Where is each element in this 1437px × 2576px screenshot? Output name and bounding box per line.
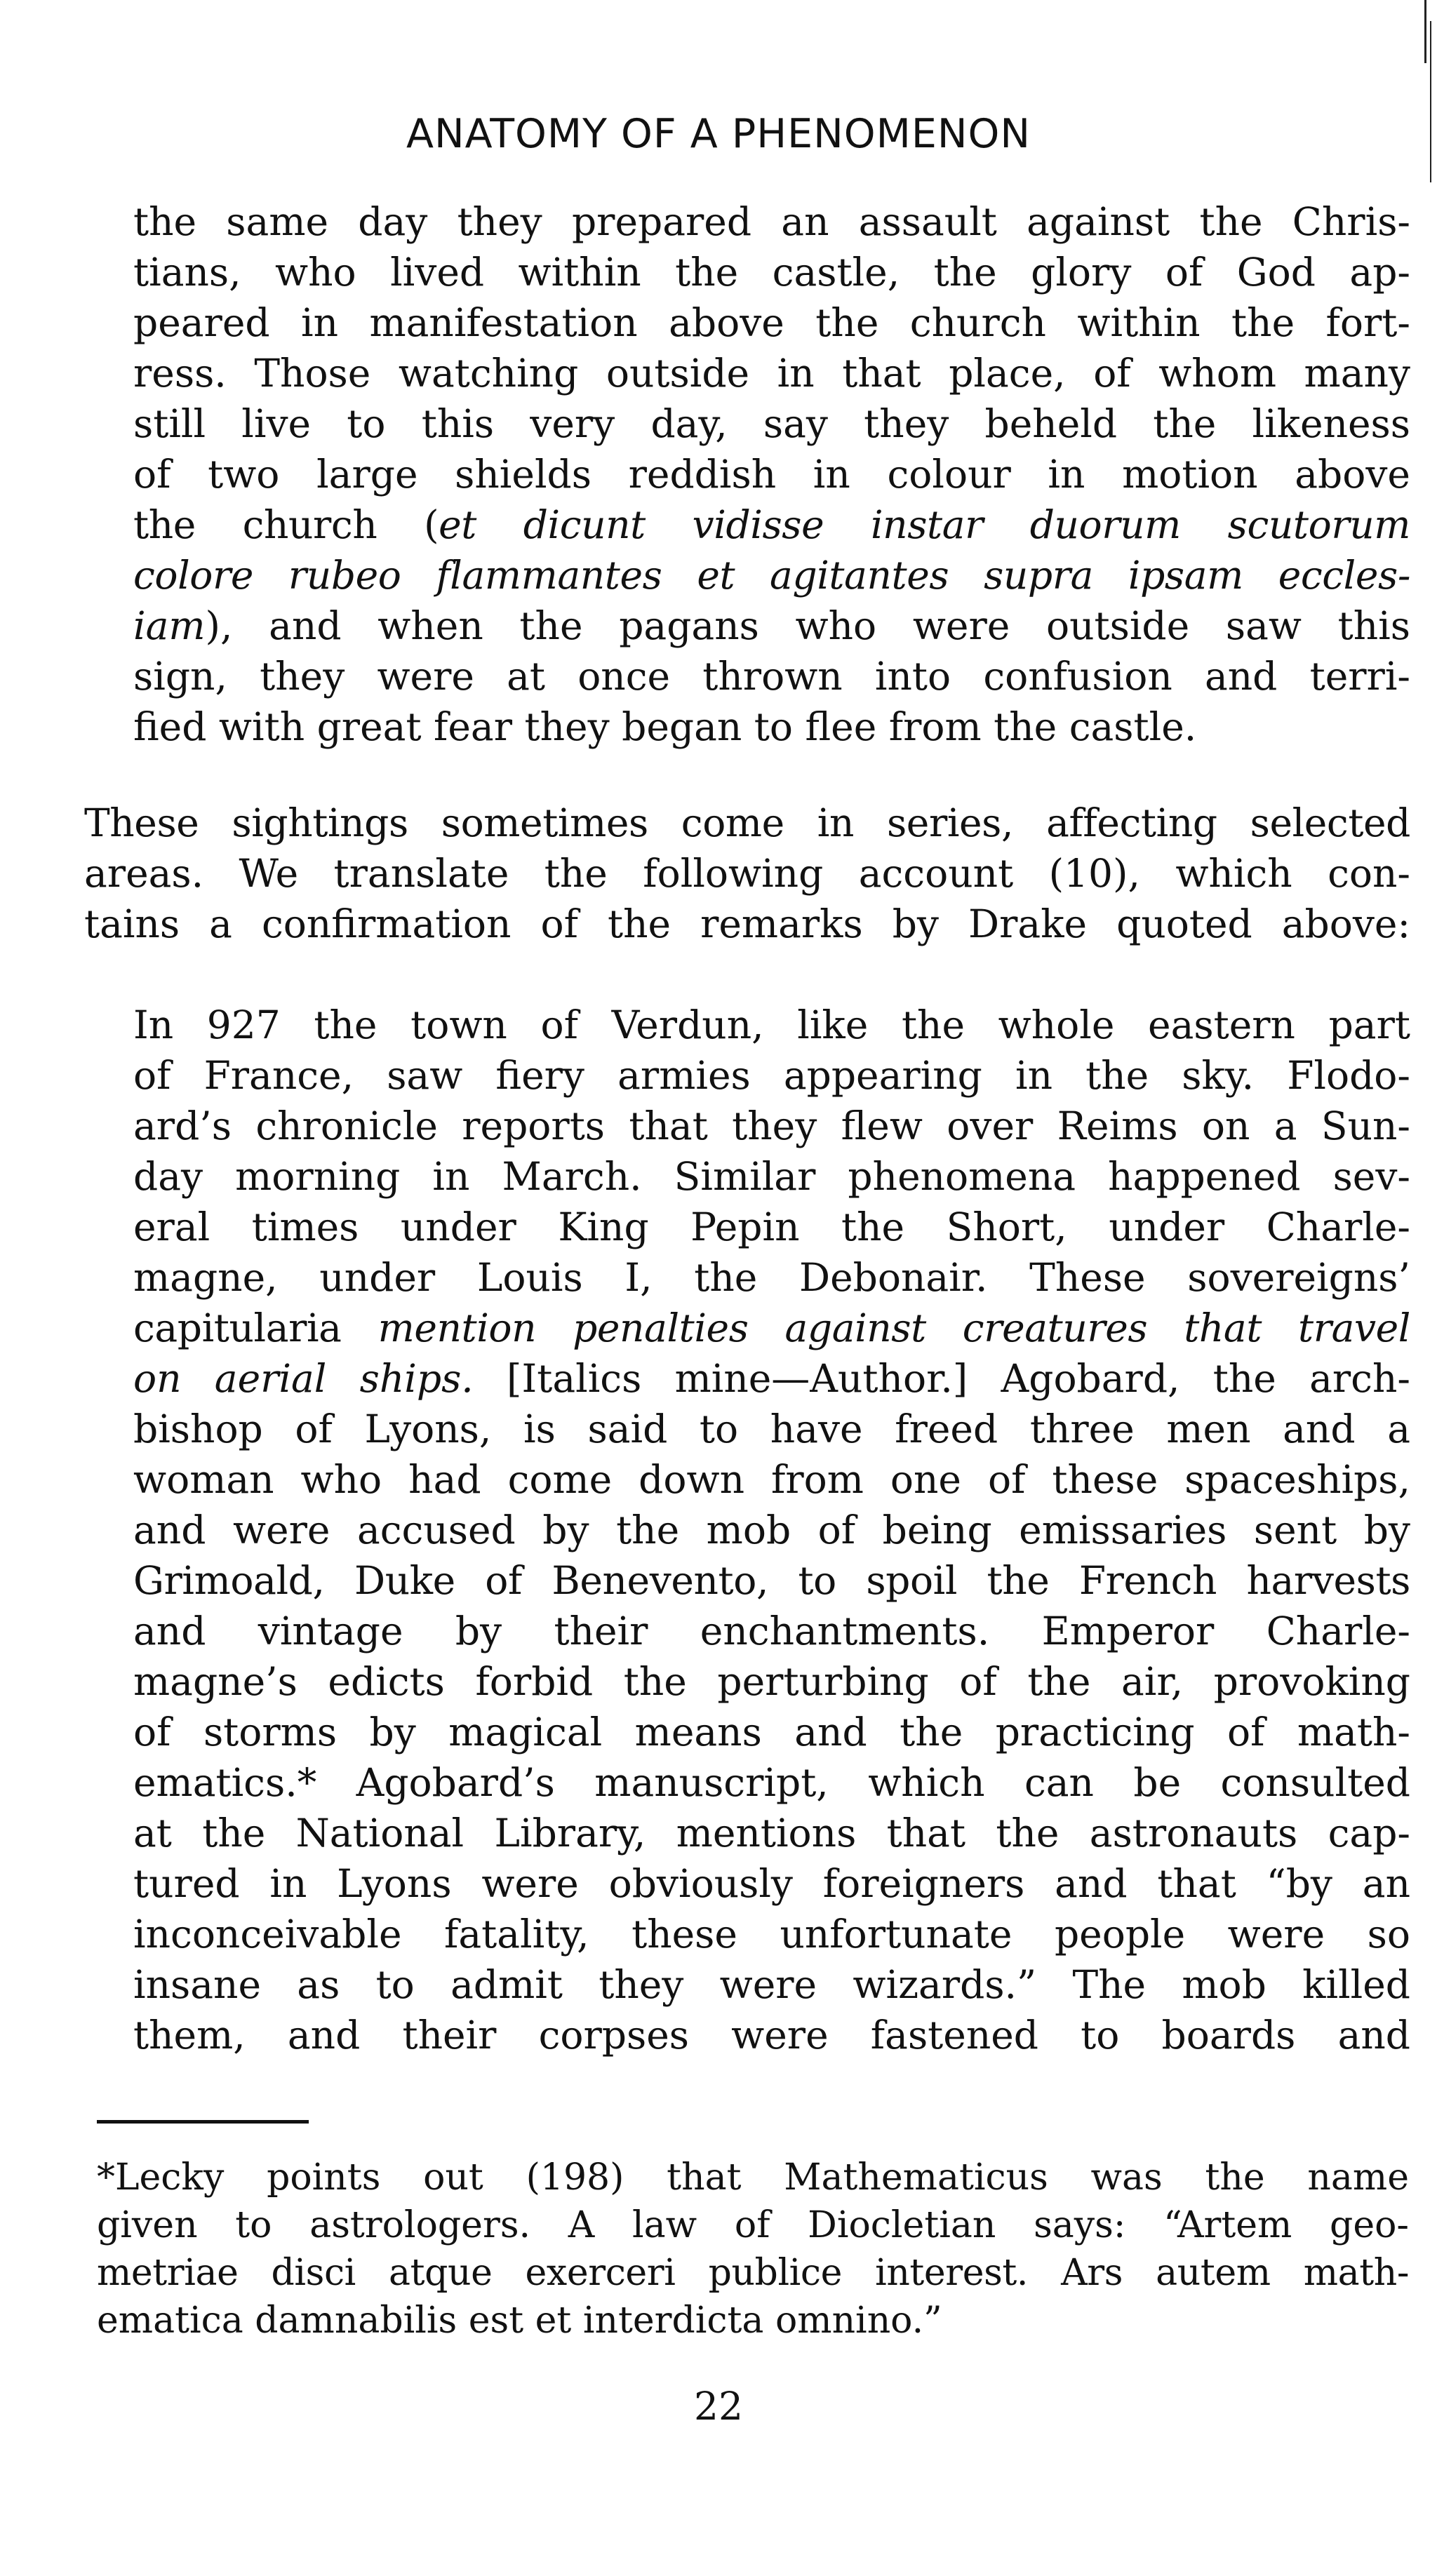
italic-run: mention penalties against creatures that travel [377, 1306, 1410, 1350]
italic-run: et dicunt vidisse instar duorum scutorum [439, 502, 1410, 547]
text-line: woman who had come down from one of these spaceships, [133, 1457, 1410, 1502]
text-line: *Lecky points out (198) that Mathematicus was the name [97, 2156, 1409, 2199]
text-line: magne, under Louis I, the Debonair. These sovereigns’ [133, 1255, 1410, 1300]
text-line: of two large shields reddish in colour in motion above [133, 452, 1410, 497]
text-line: ematics.* Agobard’s manuscript, which can be consulted [133, 1760, 1410, 1805]
text-line: magne’s edicts forbid the perturbing of the air, provoking [133, 1659, 1410, 1704]
text-line: of storms by magical means and the practicing of math- [133, 1710, 1410, 1755]
italic-run: colore rubeo flammantes et agitantes supra ipsam eccles- [133, 553, 1410, 598]
text-line: ard’s chronicle reports that they flew over Reims on a Sun- [133, 1103, 1410, 1148]
paragraph-1 [84, 798, 1410, 949]
text-line: insane as to admit they were wizards.” The mob killed [133, 1962, 1410, 2007]
text-line: them, and their corpses were fastened to boards and [133, 2013, 1410, 2058]
text-line: the same day they prepared an assault against the Chris- [133, 199, 1410, 244]
text-line [133, 1353, 1410, 1404]
text-run: [Italics mine—Author.] Agobard, the arch- [473, 1356, 1410, 1401]
text-line: tured in Lyons were obviously foreigners and that “by an [133, 1861, 1410, 1906]
text-line: still live to this very day, say they beheld the likeness [133, 401, 1410, 446]
italic-run: on aerial ships. [133, 1356, 474, 1401]
text-run: ), and when the pagans who were outside saw this [205, 603, 1410, 648]
text-line: sign, they were at once thrown into confusion and terri- [133, 654, 1410, 699]
text-line [133, 550, 1410, 601]
text-line: of France, saw fiery armies appearing in the sky. Flodo- [133, 1053, 1410, 1098]
text-line: inconceivable fatality, these unfortunate people were so [133, 1912, 1410, 1957]
quote-block-2 [133, 1000, 1410, 2060]
running-head: ANATOMY OF A PHENOMENON [406, 111, 1031, 157]
text-line: at the National Library, mentions that the astronauts cap- [133, 1811, 1410, 1856]
text-line [133, 601, 1410, 651]
text-line: tians, who lived within the castle, the glory of God ap- [133, 250, 1410, 295]
text-line: metriae disci atque exerceri publice interest. Ars autem math- [97, 2252, 1409, 2294]
text-line: fied with great fear they began to flee from the castle. [133, 704, 1197, 749]
text-line: ress. Those watching outside in that place, of whom many [133, 351, 1410, 396]
quote-block-1 [133, 196, 1410, 752]
text-line: tains a confirmation of the remarks by Drake quoted above: [84, 901, 1410, 946]
text-line [133, 499, 1410, 550]
text-run: capitularia [133, 1306, 378, 1350]
text-line: day morning in March. Similar phenomena happened sev- [133, 1154, 1410, 1199]
footnote [97, 2154, 1409, 2344]
text-line: Grimoald, Duke of Benevento, to spoil the French harvests [133, 1558, 1410, 1603]
text-line: peared in manifestation above the church within the fort- [133, 300, 1410, 345]
text-line: bishop of Lyons, is said to have freed three men and a [133, 1407, 1410, 1451]
scan-edge-mark [1424, 0, 1426, 63]
text-line: eral times under King Pepin the Short, under Charle- [133, 1205, 1410, 1249]
text-line: areas. We translate the following account (10), which con- [84, 851, 1410, 896]
text-line: and vintage by their enchantments. Emperor Charle- [133, 1609, 1410, 1653]
italic-run: iam [133, 603, 206, 648]
scan-edge-mark [1430, 21, 1431, 182]
text-line: given to astrologers. A law of Diocletian says: “Artem geo- [97, 2204, 1409, 2246]
page-number: 22 [694, 2384, 743, 2429]
text-line [133, 1303, 1410, 1353]
text-line: and were accused by the mob of being emissaries sent by [133, 1508, 1410, 1552]
text-line: These sightings sometimes come in series, affecting selected [84, 800, 1410, 845]
text-line: In 927 the town of Verdun, like the whole eastern part [133, 1002, 1410, 1047]
text-line: ematica damnabilis est et interdicta omnino.” [97, 2300, 942, 2342]
footnote-rule [97, 2120, 309, 2124]
text-run: the church ( [133, 502, 439, 547]
